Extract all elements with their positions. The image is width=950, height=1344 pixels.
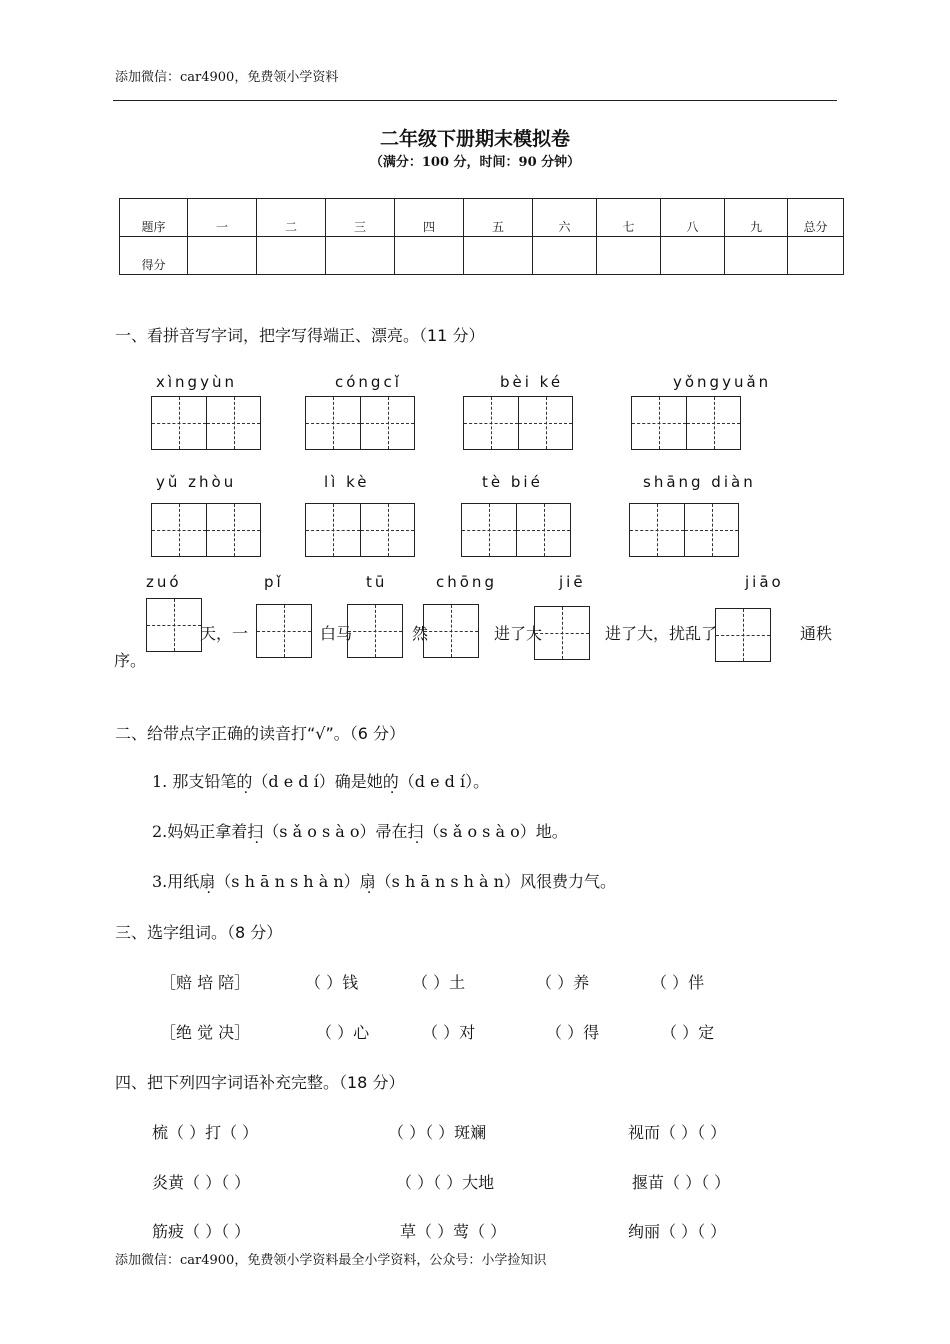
pinyin-label: shāng diàn: [643, 473, 756, 491]
idiom-blank[interactable]: 草（ ）莺（ ）: [400, 1222, 507, 1241]
idiom-blank[interactable]: 揠苗（ ）（ ）: [632, 1173, 731, 1192]
sentence-fragment: 进了大，扰乱了: [605, 624, 718, 643]
score-col-4: 四: [395, 199, 464, 237]
dotted-char: 扫: [247, 822, 264, 841]
sentence-fragment: 白马: [320, 624, 353, 643]
fill-blank[interactable]: （ ）得: [546, 1023, 600, 1042]
idiom-blank[interactable]: 筋疲（ ）（ ）: [152, 1222, 251, 1241]
score-table-header-row: [120, 199, 844, 237]
score-col-label: 题序: [120, 199, 188, 237]
fill-blank[interactable]: （ ）定: [661, 1023, 715, 1042]
pinyin-label: bèi ké: [500, 373, 564, 391]
sentence-fragment: 天，一: [200, 624, 249, 643]
fill-blank[interactable]: （ ）对: [422, 1023, 476, 1042]
question-1: [152, 769, 489, 792]
fill-blank[interactable]: （ ）土: [412, 973, 466, 992]
score-col-total: 总分: [788, 199, 844, 237]
dotted-char: 扇: [359, 872, 376, 891]
pinyin-label: chōng: [436, 573, 497, 591]
pinyin-label: tū: [366, 573, 388, 591]
score-cell[interactable]: [464, 237, 533, 275]
idiom-blank[interactable]: 梳（ ）打（ ）: [152, 1123, 259, 1142]
fill-blank[interactable]: （ ）伴: [651, 973, 705, 992]
pinyin-label: jiāo: [745, 573, 784, 591]
writing-box[interactable]: [146, 598, 202, 652]
writing-box[interactable]: [631, 396, 741, 450]
sentence-fragment: 进了大: [494, 624, 543, 643]
score-col-9: 九: [725, 199, 788, 237]
page-header: 添加微信：car4900，免费领小学资料: [115, 70, 339, 85]
q3-text: 3.用纸: [152, 872, 200, 891]
pinyin-label: pǐ: [264, 573, 284, 591]
writing-box[interactable]: [151, 396, 261, 450]
score-col-6: 六: [533, 199, 597, 237]
dotted-char: 扫: [407, 822, 424, 841]
score-col-2: 二: [257, 199, 326, 237]
writing-box[interactable]: [534, 606, 590, 660]
pinyin-label: cóngcǐ: [335, 373, 402, 391]
score-col-7: 七: [597, 199, 661, 237]
writing-box[interactable]: [715, 608, 771, 662]
q1-text: 1. 那支铅笔: [152, 772, 237, 791]
writing-box[interactable]: [347, 604, 403, 658]
char-group: ［绝 觉 决］: [160, 1023, 251, 1042]
score-table-score-row: [120, 237, 844, 275]
score-col-8: 八: [661, 199, 725, 237]
section-4-title: 四、把下列四字词语补充完整。（18 分）: [115, 1073, 405, 1092]
score-table: [119, 198, 844, 275]
pinyin-label: lì kè: [324, 473, 370, 491]
idiom-blank[interactable]: 绚丽（ ）（ ）: [628, 1222, 727, 1241]
writing-box[interactable]: [461, 503, 571, 557]
writing-box[interactable]: [305, 503, 415, 557]
idiom-blank[interactable]: （ ）（ ）斑斓: [388, 1123, 487, 1142]
writing-box[interactable]: [305, 396, 415, 450]
q2-text: （s ǎ o s à o）帚在: [263, 822, 408, 841]
pinyin-label: xìngyùn: [156, 373, 237, 391]
q3-text: （s h ā n s h à n）: [215, 872, 360, 891]
section-1-title: 一、看拼音写字词，把字写得端正、漂亮。（11 分）: [115, 326, 485, 345]
writing-box[interactable]: [629, 503, 739, 557]
score-cell[interactable]: [597, 237, 661, 275]
score-col-1: 一: [188, 199, 257, 237]
idiom-blank[interactable]: （ ）（ ）大地: [396, 1173, 495, 1192]
q2-text: 2.妈妈正拿着: [152, 822, 248, 841]
page-footer: 添加微信：car4900，免费领小学资料最全小学资料，公众号：小学捡知识: [115, 1253, 547, 1268]
char-group: ［赔 培 陪］: [160, 973, 251, 992]
sentence-fragment: 通秩: [800, 624, 833, 643]
fill-blank[interactable]: （ ）养: [536, 973, 590, 992]
sentence-fragment: 序。: [114, 651, 147, 670]
header-rule: [113, 100, 837, 101]
score-col-5: 五: [464, 199, 533, 237]
q1-text: （d e d í）。: [398, 772, 490, 791]
score-row-label: 得分: [120, 237, 188, 275]
fill-blank[interactable]: （ ）心: [316, 1023, 370, 1042]
dotted-char: 的: [236, 772, 253, 791]
score-col-3: 三: [326, 199, 395, 237]
question-2: [152, 819, 568, 842]
section-3-title: 三、选字组词。（8 分）: [115, 923, 283, 942]
score-cell[interactable]: [188, 237, 257, 275]
pinyin-label: jiē: [559, 573, 586, 591]
writing-box[interactable]: [463, 396, 573, 450]
idiom-blank[interactable]: 视而（ ）（ ）: [628, 1123, 727, 1142]
writing-box[interactable]: [423, 604, 479, 658]
fill-blank[interactable]: （ ）钱: [305, 973, 359, 992]
idiom-blank[interactable]: 炎黄（ ）（ ）: [152, 1173, 251, 1192]
pinyin-label: tè bié: [482, 473, 543, 491]
writing-box[interactable]: [256, 604, 312, 658]
score-cell[interactable]: [533, 237, 597, 275]
pinyin-label: yǔ zhòu: [156, 473, 237, 491]
writing-box[interactable]: [151, 503, 261, 557]
pinyin-label: zuó: [146, 573, 182, 591]
score-cell[interactable]: [661, 237, 725, 275]
score-cell[interactable]: [257, 237, 326, 275]
q2-text: （s ǎ o s à o）地。: [423, 822, 568, 841]
q3-text: （s h ā n s h à n）风很费力气。: [375, 872, 616, 891]
pinyin-label: yǒngyuǎn: [673, 373, 772, 391]
score-cell[interactable]: [725, 237, 788, 275]
page-subtitle: （满分：100 分，时间：90 分钟）: [369, 155, 581, 170]
dotted-char: 的: [382, 772, 399, 791]
sentence-fragment: 然: [412, 624, 429, 643]
q1-text: （d e d í）确是她: [252, 772, 383, 791]
score-cell[interactable]: [395, 237, 464, 275]
score-cell[interactable]: [326, 237, 395, 275]
dotted-char: 扇: [199, 872, 216, 891]
question-3: [152, 869, 616, 892]
page-title: 二年级下册期末模拟卷: [379, 128, 570, 150]
score-cell[interactable]: [788, 237, 844, 275]
section-2-title: 二、给带点字正确的读音打“√”。（6 分）: [115, 724, 406, 743]
